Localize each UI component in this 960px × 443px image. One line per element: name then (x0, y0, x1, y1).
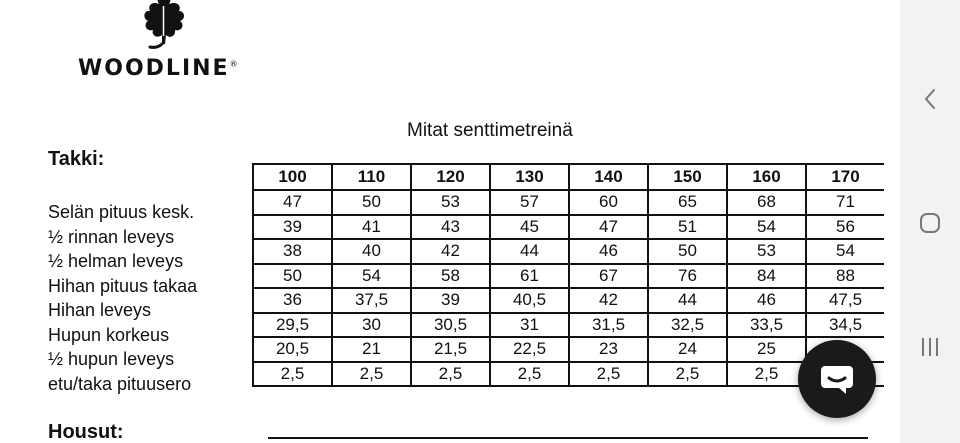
table-cell: 42 (411, 239, 490, 264)
size-header-cell: 120 (411, 164, 490, 190)
three-bars-icon (920, 336, 940, 358)
table-cell: 56 (806, 215, 884, 240)
table-cell: 50 (253, 264, 332, 289)
size-header-cell: 140 (569, 164, 648, 190)
row-label: etu/taka pituusero (48, 373, 192, 394)
size-header-cell: 150 (648, 164, 727, 190)
table-cell: 71 (806, 190, 884, 215)
section-title-pants: Housut: (48, 421, 124, 443)
table-cell: 68 (727, 190, 806, 215)
table-row (253, 190, 884, 215)
woodline-logo (78, 0, 258, 90)
chat-button[interactable] (798, 340, 876, 418)
table-cell: 41 (332, 215, 411, 240)
size-table (252, 163, 884, 387)
table-cell: 84 (727, 264, 806, 289)
table-cell: 47,5 (806, 288, 884, 313)
table-cell: 76 (648, 264, 727, 289)
table-cell: 34,5 (806, 313, 884, 338)
table-cell: 30 (332, 313, 411, 338)
table-cell: 40 (332, 239, 411, 264)
row-label: ½ helman leveys (48, 251, 184, 271)
rounded-square-icon (919, 212, 941, 234)
size-header-cell: 170 (806, 164, 884, 190)
table-cell: 2,5 (490, 362, 569, 387)
table-cell: 46 (727, 288, 806, 313)
table-cell: 50 (332, 190, 411, 215)
size-header-cell: 100 (253, 164, 332, 190)
table-row (253, 239, 884, 264)
table-cell: 38 (253, 239, 332, 264)
table-cell: 54 (332, 264, 411, 289)
table-cell: 31 (490, 313, 569, 338)
row-label: Hihan leveys (48, 300, 152, 320)
table-cell: 39 (411, 288, 490, 313)
table-row (253, 313, 884, 338)
table-cell: 88 (806, 264, 884, 289)
row-label: Selän pituus kesk. (48, 202, 195, 222)
table-cell: 22,5 (490, 337, 569, 362)
chat-bubble-icon (819, 364, 855, 396)
table-cell: 51 (648, 215, 727, 240)
table-row (253, 337, 884, 362)
table-cell: 46 (569, 239, 648, 264)
section-title-jacket: Takki: (48, 148, 105, 170)
back-button[interactable] (900, 74, 960, 124)
table-cell: 21,5 (411, 337, 490, 362)
table-cell: 65 (648, 190, 727, 215)
table-cell: 23 (569, 337, 648, 362)
table-cell: 53 (727, 239, 806, 264)
table-row (253, 288, 884, 313)
table-cell: 58 (411, 264, 490, 289)
table-cell: 50 (648, 239, 727, 264)
table-cell: 47 (253, 190, 332, 215)
pants-table-top-border (268, 437, 868, 439)
table-cell: 21 (332, 337, 411, 362)
table-cell: 39 (253, 215, 332, 240)
table-cell: 42 (569, 288, 648, 313)
table-cell: 54 (727, 215, 806, 240)
table-cell: 36 (253, 288, 332, 313)
size-header-cell: 110 (332, 164, 411, 190)
table-cell: 43 (411, 215, 490, 240)
table-cell: 25 (727, 337, 806, 362)
oak-leaf-icon (138, 0, 190, 50)
table-cell: 67 (569, 264, 648, 289)
size-header-cell: 130 (490, 164, 569, 190)
table-cell: 2,5 (253, 362, 332, 387)
table-cell: 30,5 (411, 313, 490, 338)
table-cell: 53 (411, 190, 490, 215)
size-header-row (253, 164, 884, 190)
row-label: Hihan pituus takaa (48, 275, 198, 296)
table-cell: 2,5 (648, 362, 727, 387)
table-caption: Mitat senttimetreinä (407, 120, 573, 141)
table-cell: 33,5 (727, 313, 806, 338)
table-cell: 54 (806, 239, 884, 264)
table-cell: 29,5 (253, 313, 332, 338)
table-cell: 40,5 (490, 288, 569, 313)
recent-apps-button[interactable] (900, 322, 960, 372)
table-cell: 45 (490, 215, 569, 240)
table-row (253, 264, 884, 289)
system-navigation-bar (900, 0, 960, 443)
row-label: Hupun korkeus (48, 324, 170, 345)
table-cell: 44 (490, 239, 569, 264)
table-cell: 61 (490, 264, 569, 289)
row-label: ½ hupun leveys (48, 349, 175, 369)
size-header-cell: 160 (727, 164, 806, 190)
table-cell: 20,5 (253, 337, 332, 362)
table-cell: 37,5 (332, 288, 411, 313)
table-cell: 2,5 (332, 362, 411, 387)
table-cell: 44 (648, 288, 727, 313)
table-cell: 2,5 (727, 362, 806, 387)
table-row (253, 215, 884, 240)
table-cell: 60 (569, 190, 648, 215)
row-label: ½ rinnan leveys (48, 226, 175, 247)
table-cell: 2,5 (569, 362, 648, 387)
table-cell: 24 (648, 337, 727, 362)
registered-mark: ® (229, 59, 238, 69)
brand-name: WOODLINE® (78, 56, 238, 81)
home-button[interactable] (900, 198, 960, 248)
measurement-labels (48, 200, 197, 396)
table-cell: 31,5 (569, 313, 648, 338)
table-cell: 47 (569, 215, 648, 240)
chevron-left-icon (923, 87, 937, 111)
table-row (253, 362, 884, 387)
table-cell: 2,5 (411, 362, 490, 387)
table-cell: 57 (490, 190, 569, 215)
table-cell: 32,5 (648, 313, 727, 338)
